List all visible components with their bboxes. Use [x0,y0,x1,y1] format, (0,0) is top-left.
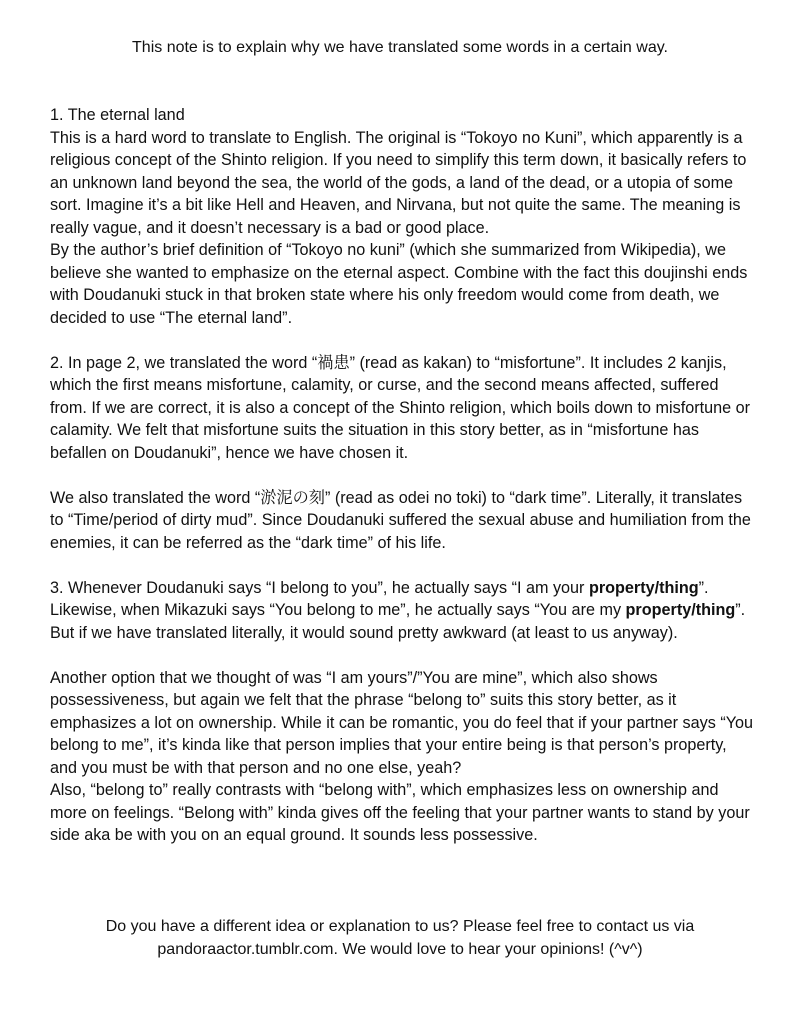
section-1-title: 1. The eternal land [50,106,185,124]
property-thing-emphasis-2: property/thing [625,601,736,619]
section-3-text-c: ”. But if we have translated literally, it would sound pretty awkward (at least to us anyway). [50,601,746,642]
property-thing-emphasis-1: property/thing [588,578,699,597]
section-3-paragraph-3: Also, “belong to” really contrasts with “belong with”, which emphasizes less on ownership and more on feelings. “Belong with” kinda gives off the feeling that your partner wants to stand by your side aka be with you on an equal ground. It sounds less possessive. [50,781,750,844]
section-3-text-a: 3. Whenever Doudanuki says “I belong to you”, he actually says “I am your [50,578,589,597]
footer-line-2: pandoraactor.tumblr.com. We would love to hear your opinions! (^v^) [157,940,643,958]
section-3-paragraph-1 [50,577,756,645]
section-1-paragraph-2: By the author’s brief definition of “Tokoyo no kuni” (which she summarized from Wikipedia), we believe she wanted to emphasize on the eternal aspect. Combine with the fact this doujinshi ends with Doudanuki stuck in that broken state where his only freedom would come from death, we decided to use “The eternal land”. [50,241,748,327]
note-body [50,104,756,847]
section-1-paragraph-1: This is a hard word to translate to English. The original is “Tokoyo no Kuni”, which apparently is a religious concept of the Shinto religion. If you need to simplify this term down, it basically refers to an unknown land beyond the sea, the world of the gods, a land of the dead, or a utopia of some sort. Imagine it’s a bit like Hell and Heaven, and Nirvana, but not quite the same. The meaning is really vague, and it doesn’t necessary is a bad or good place. [50,128,747,237]
footer-line-1: Do you have a different idea or explanation to us? Please feel free to contact us via [105,918,695,935]
section-2-paragraph-1: 2. In page 2, we translated the word “禍患” (read as kakan) to “misfortune”. It includes 2 kanjis, which the first means misfortune, calamity, or curse, and the second means affected, suffered from. If we are correct, it is also a concept of the Shinto religion, which boils down to misfortune or calamity. We felt that misfortune suits the situation in this story better, as in “misfortune has befallen on Doudanuki”, hence we have chosen it. [50,353,750,462]
section-2-paragraph-2: We also translated the word “淤泥の刻” (read as odei no toki) to “dark time”. Literally, it translates to “Time/period of dirty mud”. Since Doudanuki suffered the sexual abuse and humiliation from the enemies, it can be referred as the “dark time” of his life. [50,488,751,552]
section-3-text-b: ”. Likewise, when Mikazuki says “You belong to me”, he actually says “You are my [50,578,709,619]
contact-footer [0,916,800,961]
section-3-paragraph-2: Another option that we thought of was “I am yours”/”You are mine”, which also shows possessiveness, but again we felt that the phrase “belong to” suits this story better, as it emphasizes a lot on ownership. While it can be romantic, you do feel that if your partner says “You belong to me”, it’s kinda like that person implies that your entire being is that person’s property, and you must be with that person and no one else, yeah? [50,668,754,777]
intro-heading: This note is to explain why we have translated some words in a certain way. [132,39,668,56]
